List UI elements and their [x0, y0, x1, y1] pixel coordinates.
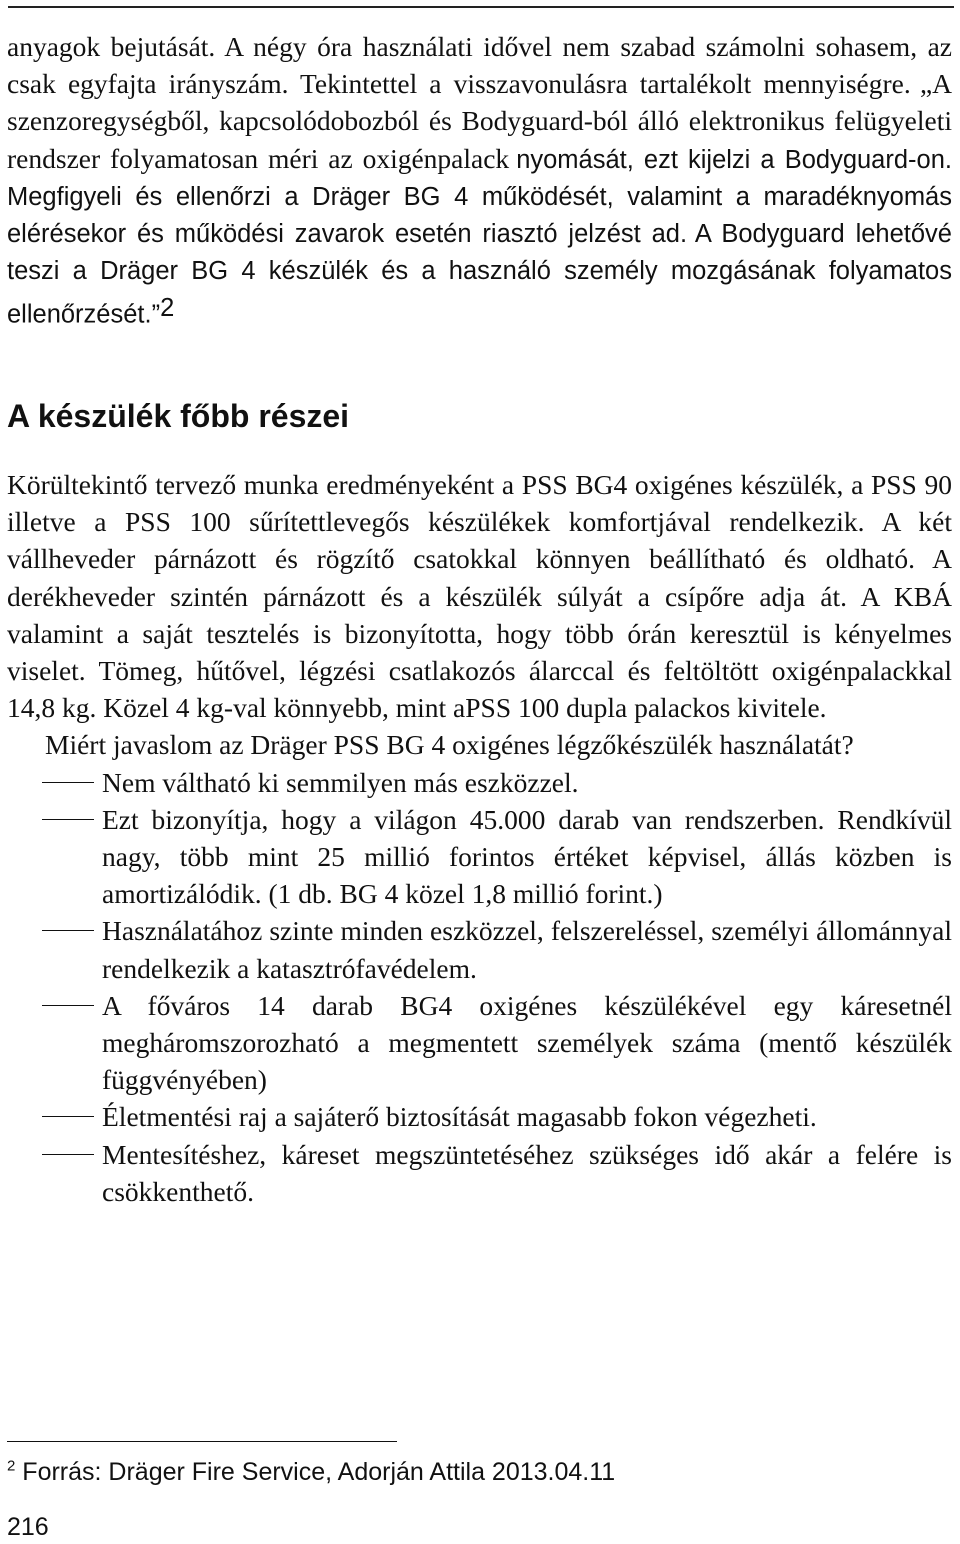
intro-sentence-4: A Bodyguard lehetővé teszi a Dräger BG 4 készülék és a használó személy mozgásának folyamatos ellenőrzését.”	[7, 220, 952, 329]
page-number: 216	[7, 1513, 49, 1541]
footnote	[7, 1455, 615, 1489]
footnote-reference: 2	[160, 294, 175, 323]
page-body	[7, 28, 952, 1210]
intro-sentence-3: nyomását, ezt kijelzi a Bodyguard-on. Megfigyeli és ellenőrzi a Dräger BG 4 működését, valamint a maradéknyomás elérésekor és működési zavarok esetén riasztó jelzést ad.	[7, 145, 952, 249]
dash-icon	[42, 782, 94, 783]
dash-icon	[42, 819, 94, 820]
intro-paragraph	[7, 28, 952, 334]
dash-icon	[42, 1005, 94, 1006]
reasons-list	[7, 764, 952, 1210]
list-item: Ezt bizonyítja, hogy a világon 45.000 darab van rendszerben. Rendkívül nagy, több mint 25 millió forintos értéket képvisel, állás közben is amortizálódik. (1 db. BG 4 közel 1,8 millió forint.)	[7, 801, 952, 913]
footnote-text: Forrás: Dräger Fire Service, Adorján Attila 2013.04.11	[22, 1458, 616, 1486]
list-item: Nem váltható ki semmilyen más eszközzel.	[7, 764, 952, 801]
intro-sentence-1: anyagok bejutását. A négy óra használati idővel nem szabad számolni sohasem, az csak egyfajta irányszám. Tekintettel a visszavonulásra tartalékolt mennyiségre.	[7, 31, 952, 100]
dash-icon	[42, 930, 94, 931]
header-rule	[8, 6, 954, 8]
intro-sentence-2: „A szenzoregységből, kapcsolódobozból és Bodyguard-ból álló elektronikus felügyeleti rendszer folyamatosan méri az oxigénpalack	[7, 68, 953, 174]
list-item: A főváros 14 darab BG4 oxigénes készülékével egy káresetnél megháromszorozható a megmentett személyek száma (mentő készülék függvényében)	[7, 987, 952, 1099]
section-heading: A készülék főbb részei	[7, 397, 350, 434]
question-paragraph: Miért javaslom az Dräger PSS BG 4 oxigénes légzőkészülék használatát?	[45, 729, 854, 761]
dash-icon	[42, 1154, 94, 1155]
body-paragraph: Körültekintő tervező munka eredményeként a PSS BG4 oxigénes készülék, a PSS 90 illetve a PSS 100 sűrítettlevegős készülékek komfortjával rendelkezik. A két vállheveder párnázott és rögzítő csatokkal könnyen beállítható és oldható. A derékheveder szintén párnázott és a készülék súlyát a csípőre adja át. A KBÁ valamint a saját tesztelés is bizonyította, hogy több órán keresztül is kényelmes viselet. Tömeg, hűtővel, légzési csatlakozós álarccal és feltöltött oxigénpalackkal 14,8 kg. Közel 4 kg-val könnyebb, mint aPSS 100 dupla palackos kivitele.	[7, 468, 952, 724]
list-item: Mentesítéshez, káreset megszüntetéséhez szükséges idő akár a felére is csökkenthető.	[7, 1136, 952, 1210]
dash-icon	[42, 1116, 94, 1117]
footnote-number: 2	[7, 1457, 16, 1475]
list-item: Életmentési raj a sajáterő biztosítását magasabb fokon végezheti.	[7, 1098, 952, 1135]
footnote-separator	[7, 1441, 397, 1442]
list-item: Használatához szinte minden eszközzel, felszereléssel, személyi állománnyal rendelkezik a katasztrófavédelem.	[7, 912, 952, 986]
